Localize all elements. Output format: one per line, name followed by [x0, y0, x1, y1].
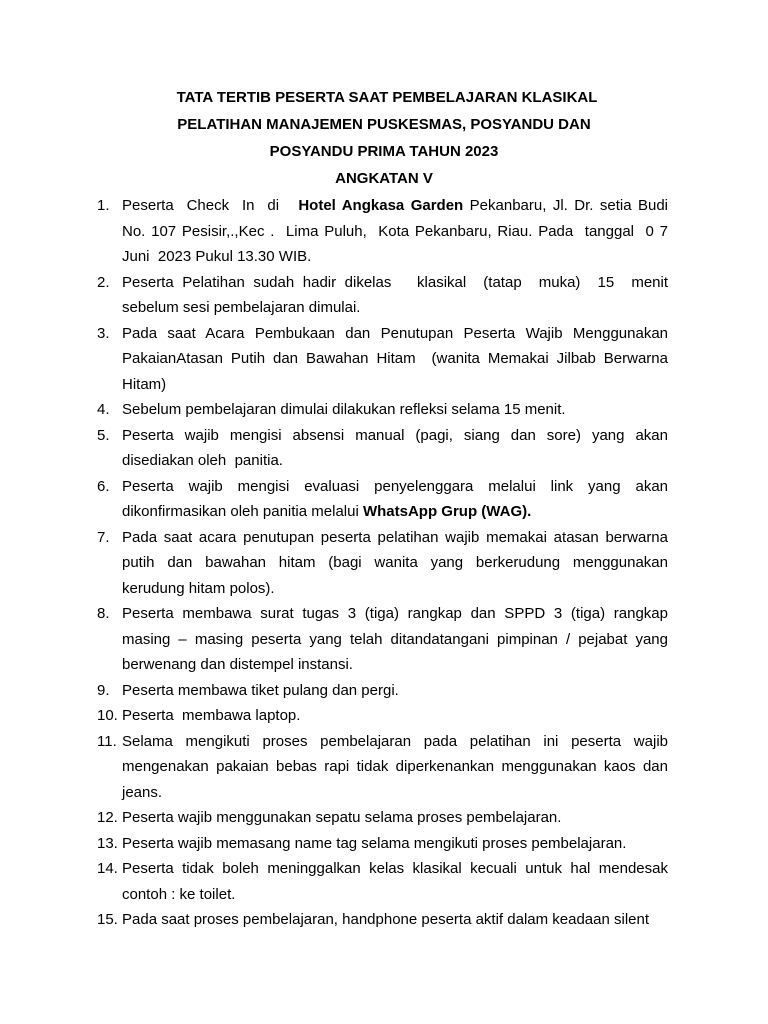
rule-text: [122, 193, 668, 270]
rule-text-line: [122, 627, 668, 653]
rule-text-segment: PakaianAtasan Putih dan Bawahan Hitam (wanita Memakai Jilbab Berwarna: [122, 350, 668, 367]
rule-text-segment: disediakan oleh panitia.: [122, 452, 283, 469]
rule-number: 7.: [97, 528, 110, 546]
rule-number: 9.: [97, 681, 110, 699]
rule-text-line: [122, 780, 668, 806]
rule-text: [122, 703, 668, 729]
rule-text-line: [122, 193, 668, 219]
rule-text-line: [122, 601, 668, 627]
rule-text: [122, 601, 668, 678]
rule-text-segment: mengenakan pakaian bebas rapi tidak diperkenankan menggunakan kaos dan: [122, 758, 668, 775]
rule-text-segment: berwenang dan distempel instansi.: [122, 656, 353, 673]
rule-text-segment: kerudung hitam polos).: [122, 579, 275, 597]
rule-number: 8.: [97, 605, 110, 622]
rule-text: [122, 321, 668, 398]
rule-text-segment: Pekanbaru, Jl. Dr. setia Budi: [463, 197, 669, 214]
rule-item: [97, 423, 668, 474]
rule-number: 15.: [97, 911, 118, 928]
rule-text-line: [122, 499, 668, 525]
rule-text: [122, 474, 668, 525]
rule-text-segment: Peserta Pelatihan sudah hadir dikelas klasikal (tatap muka) 15 menit: [122, 273, 668, 291]
title-line-2: PELATIHAN MANAJEMEN PUSKESMAS, POSYANDU DAN: [177, 116, 591, 133]
rule-text: [122, 805, 668, 831]
rules-list: [97, 193, 668, 933]
rule-text-segment: Hitam): [122, 375, 167, 393]
rule-text-segment: Peserta membawa surat tugas 3 (tiga) rangkap dan SPPD 3 (tiga) rangkap: [122, 605, 668, 622]
rule-text-segment: Peserta wajib mengisi evaluasi penyelenggara melalui link yang akan: [122, 477, 668, 495]
rule-text-line: [122, 270, 668, 296]
rule-number: 4.: [97, 401, 110, 418]
rule-text-bold: WhatsApp Grup (WAG).: [362, 503, 532, 520]
rule-text-line: [122, 474, 668, 500]
rule-text-segment: putih dan bawahan hitam (bagi wanita yang berkerudung menggunakan: [122, 554, 668, 571]
rule-text: [122, 831, 668, 857]
rule-item: [97, 805, 668, 831]
rule-item: [97, 729, 668, 806]
rule-text-segment: Peserta Check In di: [122, 197, 299, 214]
rule-text: [122, 907, 668, 933]
rule-number: 6.: [97, 477, 110, 495]
rule-text-line: [122, 576, 668, 602]
rule-text-line: [122, 652, 668, 678]
rule-text-line: [122, 678, 668, 704]
rule-text: [122, 678, 668, 704]
rule-item: [97, 601, 668, 678]
rule-text-line: [122, 907, 668, 933]
rule-text-segment: Pada saat proses pembelajaran, handphone peserta aktif dalam keadaan silent: [122, 911, 650, 928]
rule-item: [97, 474, 668, 525]
rule-text: [122, 856, 668, 907]
rule-text-segment: Peserta wajib mengisi absensi manual (pagi, siang dan sore) yang akan: [122, 426, 668, 444]
rule-text-segment: Pada saat Acara Pembukaan dan Penutupan Peserta Wajib Menggunakan: [122, 324, 668, 342]
rule-text-line: [122, 244, 668, 270]
rule-text-segment: Sebelum pembelajaran dimulai dilakukan refleksi selama 15 menit.: [122, 401, 566, 418]
rule-text-segment: dikonfirmasikan oleh panitia melalui: [122, 503, 363, 520]
rule-text-segment: No. 107 Pesisir,.,Kec . Lima Puluh, Kota Pekanbaru, Riau. Pada tanggal 0 7: [122, 222, 668, 240]
rule-number: 11.: [97, 732, 117, 750]
document-title: [0, 84, 768, 192]
rule-text-line: [122, 372, 668, 398]
rule-text-line: [122, 550, 668, 576]
rule-text-segment: contoh : ke toilet.: [122, 885, 236, 903]
rule-text-line: [122, 321, 668, 347]
rule-text-line: [122, 805, 668, 831]
rule-item: [97, 856, 668, 907]
rule-text: [122, 270, 668, 321]
rule-text-segment: Pada saat acara penutupan peserta pelatihan wajib memakai atasan berwarna: [122, 528, 668, 546]
rule-text-line: [122, 525, 668, 551]
rule-text-line: [122, 754, 668, 780]
rule-text-line: [122, 423, 668, 449]
title-line-1: TATA TERTIB PESERTA SAAT PEMBELAJARAN KLASIKAL: [176, 89, 598, 106]
rule-text-line: [122, 856, 668, 882]
rule-text-line: [122, 729, 668, 755]
rule-number: 3.: [97, 324, 110, 342]
rule-text-line: [122, 346, 668, 372]
rule-text-segment: Peserta tidak boleh meninggalkan kelas klasikal kecuali untuk hal mendesak: [122, 860, 668, 877]
rule-number: 10.: [97, 707, 118, 724]
rule-text-line: [122, 219, 668, 245]
rule-text-segment: masing – masing peserta yang telah ditandatangani pimpinan / pejabat yang: [122, 630, 668, 648]
title-line-3: POSYANDU PRIMA TAHUN 2023: [269, 143, 499, 160]
rule-text-segment: jeans.: [122, 783, 163, 801]
rule-item: [97, 193, 668, 270]
rule-text-segment: Peserta membawa tiket pulang dan pergi.: [122, 681, 399, 699]
rule-item: [97, 321, 668, 398]
rule-item: [97, 831, 668, 857]
rule-text-segment: Peserta membawa laptop.: [122, 707, 301, 724]
rule-item: [97, 907, 668, 933]
rule-number: 13.: [97, 834, 118, 852]
rule-item: [97, 703, 668, 729]
rule-text-line: [122, 397, 668, 423]
rule-item: [97, 270, 668, 321]
rule-number: 2.: [97, 273, 110, 291]
rule-text-segment: sebelum sesi pembelajaran dimulai.: [122, 299, 361, 316]
rule-text: [122, 525, 668, 602]
rule-number: 1.: [97, 197, 110, 214]
rule-text-line: [122, 295, 668, 321]
rule-number: 5.: [97, 426, 110, 444]
rule-text-segment: Peserta wajib memasang name tag selama mengikuti proses pembelajaran.: [122, 834, 627, 852]
rule-text: [122, 397, 668, 423]
rule-number: 14.: [97, 860, 118, 877]
rule-text-segment: Juni 2023 Pukul 13.30 WIB.: [122, 248, 312, 265]
rule-text-line: [122, 703, 668, 729]
rule-item: [97, 678, 668, 704]
rule-text: [122, 423, 668, 474]
rule-text-bold: Hotel Angkasa Garden: [298, 197, 464, 214]
rule-text-line: [122, 882, 668, 908]
title-line-4: ANGKATAN V: [335, 170, 433, 187]
rule-text-line: [122, 448, 668, 474]
rule-item: [97, 397, 668, 423]
rule-text-segment: Selama mengikuti proses pembelajaran pada pelatihan ini peserta wajib: [122, 732, 668, 750]
rule-item: [97, 525, 668, 602]
rule-text: [122, 729, 668, 806]
rule-text-line: [122, 831, 668, 857]
rule-text-segment: Peserta wajib menggunakan sepatu selama proses pembelajaran.: [122, 809, 562, 826]
rule-number: 12.: [97, 809, 118, 826]
